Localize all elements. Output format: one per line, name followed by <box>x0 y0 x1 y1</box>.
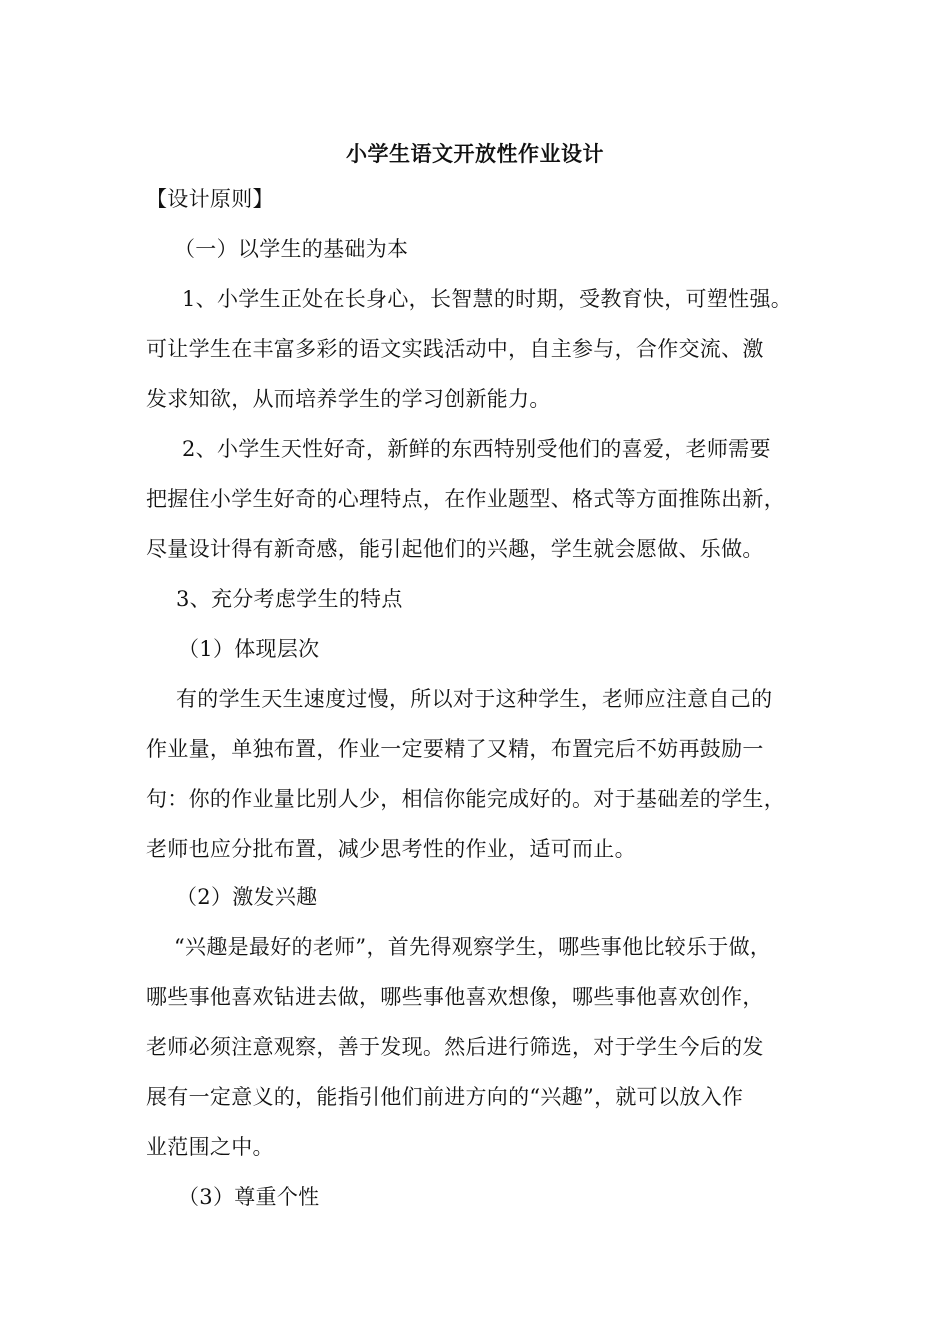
subheading-reflect-levels: （1）体现层次 <box>178 637 320 661</box>
paragraph-line: 展有一定意义的，能指引他们前进方向的“兴趣”，就可以放入作 <box>146 1085 744 1109</box>
section-heading-design-principles: 【设计原则】 <box>146 187 274 211</box>
paragraph-line: 尽量设计得有新奇感，能引起他们的兴趣，学生就会愿做、乐做。 <box>146 537 764 561</box>
subheading-respect-individuality: （3）尊重个性 <box>178 1185 320 1209</box>
paragraph-line: 业范围之中。 <box>146 1135 274 1159</box>
paragraph-line: 可让学生在丰富多彩的语文实践活动中，自主参与，合作交流、激 <box>146 337 764 361</box>
subheading-student-foundation: （一）以学生的基础为本 <box>174 237 409 261</box>
paragraph-line: 有的学生天生速度过慢，所以对于这种学生，老师应注意自己的 <box>176 687 773 711</box>
paragraph-line: 老师也应分批布置，减少思考性的作业，适可而止。 <box>146 837 636 861</box>
paragraph-line: 把握住小学生好奇的心理特点，在作业题型、格式等方面推陈出新， <box>146 487 785 511</box>
subheading-stimulate-interest: （2）激发兴趣 <box>176 885 318 909</box>
paragraph-line: 作业量，单独布置，作业一定要精了又精，布置完后不妨再鼓励一 <box>146 737 764 761</box>
subheading-consider-traits: 3、充分考虑学生的特点 <box>176 587 403 611</box>
paragraph-line: 发求知欲，从而培养学生的学习创新能力。 <box>146 387 551 411</box>
paragraph-line: 哪些事他喜欢钻进去做，哪些事他喜欢想像，哪些事他喜欢创作， <box>146 985 764 1009</box>
paragraph-line: 老师必须注意观察，善于发现。然后进行筛选，对于学生今后的发 <box>146 1035 764 1059</box>
paragraph-line: 1、小学生正处在长身心，长智慧的时期，受教育快，可塑性强。 <box>182 287 793 311</box>
paragraph-line: 2、小学生天性好奇，新鲜的东西特别受他们的喜爱，老师需要 <box>182 437 771 461</box>
paragraph-line: 句：你的作业量比别人少，相信你能完成好的。对于基础差的学生， <box>146 787 785 811</box>
paragraph-line: “兴趣是最好的老师”，首先得观察学生，哪些事他比较乐于做， <box>174 935 772 959</box>
document-title: 小学生语文开放性作业设计 <box>346 141 604 166</box>
